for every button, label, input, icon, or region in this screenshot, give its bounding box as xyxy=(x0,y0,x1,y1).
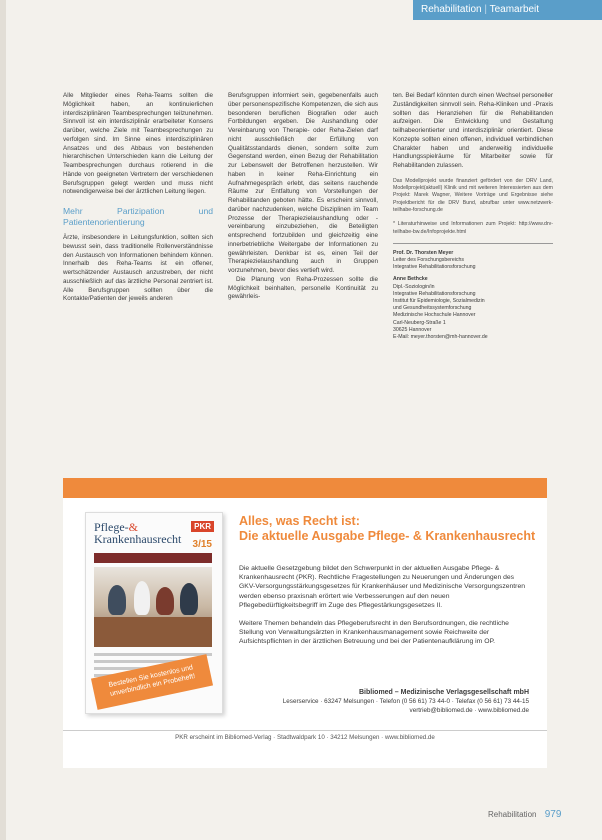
divider xyxy=(393,243,553,244)
author-line: Leiter des Forschungsbereichs xyxy=(393,257,464,264)
section-subtitle: Teamarbeit xyxy=(489,4,540,15)
ad-body xyxy=(239,564,529,656)
author-line: Dipl.-Soziologin/in xyxy=(393,283,435,290)
page-edge xyxy=(0,0,6,840)
order-badge[interactable]: Bestellen Sie kostenlos und unverbindlich ein Probeheft! xyxy=(91,654,213,710)
paragraph: Ärzte, insbesondere in Leitungsfunktion, sollten sich bewusst sein, dass traditionelle Rollenverständnisse den Austausch von Informationen behindern können. Innerhalb des Reha-Teams ist ein offener, wertschätzender Austausch anzustreben, der nicht ausschließlich auf das ärztliche Personal zentriert ist. Alle Berufsgruppen sollten über die Kontakte/Patienten der jeweils anderen xyxy=(63,234,213,303)
page-folio xyxy=(488,809,561,820)
ad-paragraph: Weitere Themen behandeln das Pflegeberufsrecht in den Berufsordnungen, die rechtliche Stellung von Verwaltungsärzten in Krankenhausmanagement sowie Reichweite der Aufsichtspflichten in der ärztlichen Betreuung und bei der Patientenaufklärung im OP. xyxy=(239,620,509,646)
ad-contact-line: Leserservice · 63247 Melsungen · Telefon (0 56 61) 73 44-0 · Telefax (0 56 61) 73 44-15 xyxy=(282,698,529,705)
ad-headline-line1: Alles, was Recht ist: xyxy=(239,514,360,528)
paragraph: Die Planung von Reha-Prozessen sollte die Möglichkeit beinhalten, personelle Kontinuität zu gewährleis- xyxy=(228,275,378,301)
text-column-1 xyxy=(63,92,213,304)
advertisement xyxy=(63,478,547,768)
text-column-3 xyxy=(393,92,553,341)
cover-photo xyxy=(94,567,212,647)
author-line: und Gesundheitssystemforschung xyxy=(393,305,472,312)
ad-company: Bibliomed – Medizinische Verlagsgesellschaft mbH xyxy=(359,689,529,696)
cover-title-line1: Pflege- xyxy=(94,520,129,534)
page-number: 979 xyxy=(544,809,562,820)
footnote: * Literaturhinweise und Informationen zum Projekt: http://www.drv-teilhabe-bw.de/Infoprojekte.html xyxy=(393,221,553,235)
paragraph: Berufsgruppen informiert sein, gegebenenfalls auch über personenspezifische Kompetenzen, die sich aus besonderen beruflichen Biografien oder auch Fortbildungen ergeben. Die Aushandlung oder Vereinbarung von Therapie- oder Reha-Zielen darf nicht ausschließlich der Erfüllung von Qualitätsstandards dienen, sondern sollte zum Gegenstand werden, einen Bezug der Rehabilitation zur Lebenswelt der Betroffenen herzustellen. Wir haben in keiner Reha-Einrichtung ein Aufnahmegespräch erlebt, das seitens rauchende Räume zur Entfaltung von Vorstellungen der Rehabilitanden geboten hätte. Es erscheint sinnvoll, darüber nachzudenken, welche Disziplinen im Team Prozesse der Therapiezielaushandlung oder -vereinbarung einzubeziehen, die Beteiligten entsprechend fortzubilden und gleichzeitig eine innerbetriebliche Weitergabe der Informationen zu gewährleisten. Denkbar ist es, einen Teil der Therapiezielaushandlung auch in Gruppen vorzunehmen, bevor dies vertieft wird. xyxy=(228,92,378,274)
author-line: Institut für Epidemiologie, Sozialmedizin xyxy=(393,298,485,305)
ad-footer: PKR erscheint im Bibliomed-Verlag · Stadtwaldpark 10 · 34212 Melsungen · www.bibliomed.de xyxy=(175,734,435,741)
cover-figure xyxy=(134,581,150,615)
author-block xyxy=(393,250,553,341)
paragraph: ten. Bei Bedarf könnten durch einen Wechsel personeller Zuständigkeiten sinnvoll sein. Reha-Kliniken und -Praxis sollten das Heranziehen für die Rehabilitanden aufzeigen. Die Entwicklung und Gestaltung teilhabeorientierter und interdisziplinär orientiert. Diese Konzepte sollten einen offenen, individuell verbindlichen Charakter haben und anderweitig individuelle Handlungsspielräume für Mitarbeiter sowie für Rehabilitanden zulassen. xyxy=(393,92,553,169)
ad-headline xyxy=(239,514,535,544)
cover-figure xyxy=(180,583,198,615)
ad-contact-web[interactable]: vertrieb@bibliomed.de · www.bibliomed.de xyxy=(409,707,529,714)
paragraph: Alle Mitglieder eines Reha-Teams sollten die Möglichkeit haben, an kontinuierlichen interdisziplinären Teambesprechungen teilzunehmen. Sinnvoll ist ein interdisziplinär erarbeiteter Konsens darüber, welche Ziele mit Teambesprechungen zu verfolgen sind. Im Sinne eines interdisziplinären Ansatzes und des Abbaus von bestehenden hierarchischen Unterschieden kann die Leitung der Teambesprechungen durchaus rotierend in die Hände von geeigneten Vertretern der verschiedenen Berufsgruppen gelegt werden und muss nicht notwendigerweise bei der ärztlichen Leitung liegen. xyxy=(63,92,213,196)
ad-header-bar xyxy=(63,478,547,498)
subheading: Mehr Partizipation und Patientenorientierung xyxy=(63,206,213,227)
cover-logo: PKR xyxy=(191,521,214,532)
author-line: Integrative Rehabilitationsforschung xyxy=(393,264,476,271)
cover-title xyxy=(94,521,181,545)
author-email[interactable]: E-Mail: meyer.thorsten@mh-hannover.de xyxy=(393,334,488,341)
author-line: Carl-Neuberg-Straße 1 xyxy=(393,319,446,326)
cover-title-amp: & xyxy=(128,520,138,534)
ad-headline-line2: Die aktuelle Ausgabe Pflege- & Krankenhausrecht xyxy=(239,529,536,543)
ad-paragraph: Die aktuelle Gesetzgebung bildet den Schwerpunkt in der aktuellen Ausgabe Pflege- & Krankenhausrecht (PKR). Rechtliche Fragestellungen zu Neuerungen und Änderungen des GKV-Versorgungsstärkungsgesetzes für Krankenhäuser und Medizinische Versorgungszentren werden ebenso praxisnah erörtert wie Verbesserungen auf den neuen Pflegebedürftigkeitsbegriff im Zuge des Pflegestärkungsgesetzes II. xyxy=(239,565,526,609)
author-name: Prof. Dr. Thorsten Meyer xyxy=(393,249,454,256)
footnote: Das Modellprojekt wurde finanziert gefördert von der DRV Land, Modellprojekt(aktuell) Klinik und mit weiteren Interessierten aus dem Projekt: Marek Wagner, Weitere Vorträge und Ergebnisse siehe Projektbericht für die DRV Bund, abrufbar unter www.netzwerk-teilhabe-forschung.de xyxy=(393,177,553,213)
author-line: Anne Bethcke xyxy=(393,276,428,283)
cover-title-line2: Krankenhausrecht xyxy=(94,532,182,546)
text-column-2 xyxy=(228,92,378,302)
cover-stripe xyxy=(94,553,212,563)
section-title: Rehabilitation xyxy=(421,4,482,15)
journal-name: Rehabilitation xyxy=(488,810,537,819)
ad-contact xyxy=(239,688,529,715)
cover-issue: 3/15 xyxy=(192,539,212,550)
cover-figure xyxy=(156,587,174,615)
author-line: Medizinische Hochschule Hannover xyxy=(393,312,476,319)
section-header xyxy=(413,0,602,20)
cover-table xyxy=(94,617,212,647)
author-line: 30625 Hannover xyxy=(393,326,432,333)
cover-figure xyxy=(108,585,126,615)
ad-footer-divider xyxy=(63,730,547,731)
section-separator: | xyxy=(484,4,490,15)
author-line: Integrative Rehabilitationsforschung xyxy=(393,290,476,297)
